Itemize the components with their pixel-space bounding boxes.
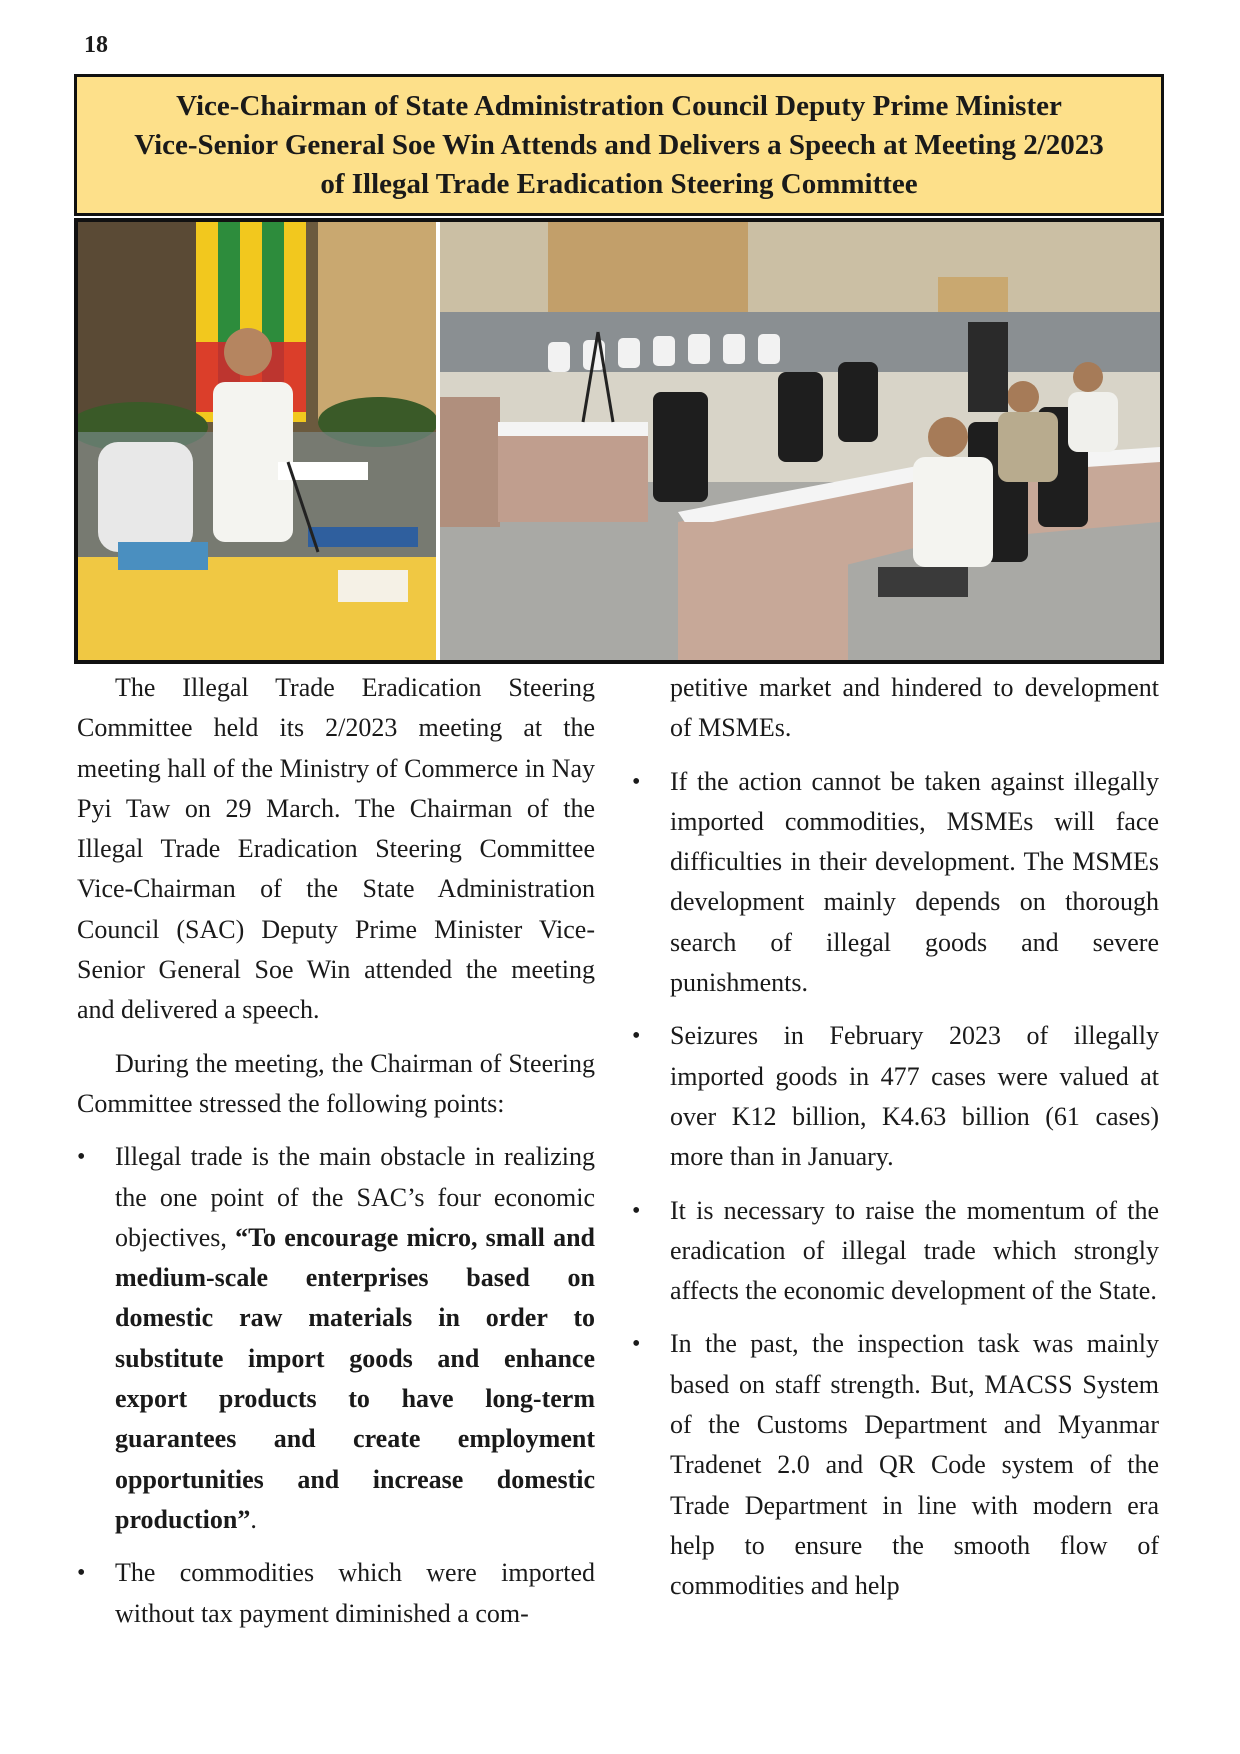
list-item: • In the past, the inspection task was mainly based on staff strength. But, MACSS System of the Customs Department and Myanmar Tradenet 2.0 and QR Code system of the Trade Department in line with modern era help to ensure the smooth flow of commodities and help bbox=[632, 1324, 1159, 1606]
list-item: • If the action cannot be taken against illegally imported commodities, MSMEs will face difficulties in their development. The MSMEs development mainly depends on thorough search of illegal goods and severe punishments. bbox=[632, 762, 1159, 1004]
right-column bbox=[632, 668, 1159, 1607]
bullet-end-text: . bbox=[250, 1504, 257, 1534]
meeting-photo bbox=[74, 218, 1164, 664]
list-item: • The commodities which were imported without tax payment diminished a com- bbox=[77, 1553, 595, 1634]
title-box bbox=[74, 74, 1164, 216]
list-item-continuation: petitive market and hindered to development of MSMEs. bbox=[670, 673, 1159, 743]
title-line-1: Vice-Chairman of State Administration Council Deputy Prime Minister bbox=[176, 89, 1062, 122]
intro-paragraph: The Illegal Trade Eradication Steering Committee held its 2/2023 meeting at the meeting hall of the Ministry of Commerce in Nay Pyi Taw on 29 March. The Chairman of the Illegal Trade Eradication Steering Committee Vice-Chairman of the State Administration Council (SAC) Deputy Prime Minister Vice-Senior General Soe Win attended the meeting and delivered a speech. bbox=[77, 673, 595, 1025]
title-line-2: Vice-Senior General Soe Win Attends and Delivers a Speech at Meeting 2/2023 bbox=[134, 128, 1104, 161]
page-number: 18 bbox=[84, 32, 108, 58]
points-intro-paragraph: During the meeting, the Chairman of Steering Committee stressed the following points: bbox=[77, 1048, 595, 1118]
article-title bbox=[124, 87, 1114, 204]
list-item: • It is necessary to raise the momentum of the eradication of illegal trade which strongly affects the economic development of the State. bbox=[632, 1191, 1159, 1312]
meeting-photo-illustration bbox=[78, 222, 1160, 660]
meeting-hall-photo bbox=[440, 222, 1160, 660]
bullet-bold-quote: “To encourage micro, small and medium-scale enterprises based on domestic raw materials in order to substitute import goods and enhance export products to have long-term guarantees and create employment opportunities and increase domestic production” bbox=[115, 1222, 595, 1534]
speaker-photo bbox=[78, 222, 438, 660]
list-item bbox=[77, 1137, 595, 1540]
right-bullet-list bbox=[632, 668, 1159, 1607]
title-line-3: of Illegal Trade Eradication Steering Committee bbox=[320, 167, 918, 200]
list-item: • Seizures in February 2023 of illegally imported goods in 477 cases were valued at over K12 billion, K4.63 billion (61 cases) more than in January. bbox=[632, 1016, 1159, 1177]
left-bullet-list bbox=[77, 1137, 595, 1634]
bullet-intro-text: Illegal trade is the main obstacle in realizing the one point of the SAC’s four economic objectives, bbox=[115, 1142, 595, 1252]
left-column bbox=[77, 668, 595, 1634]
